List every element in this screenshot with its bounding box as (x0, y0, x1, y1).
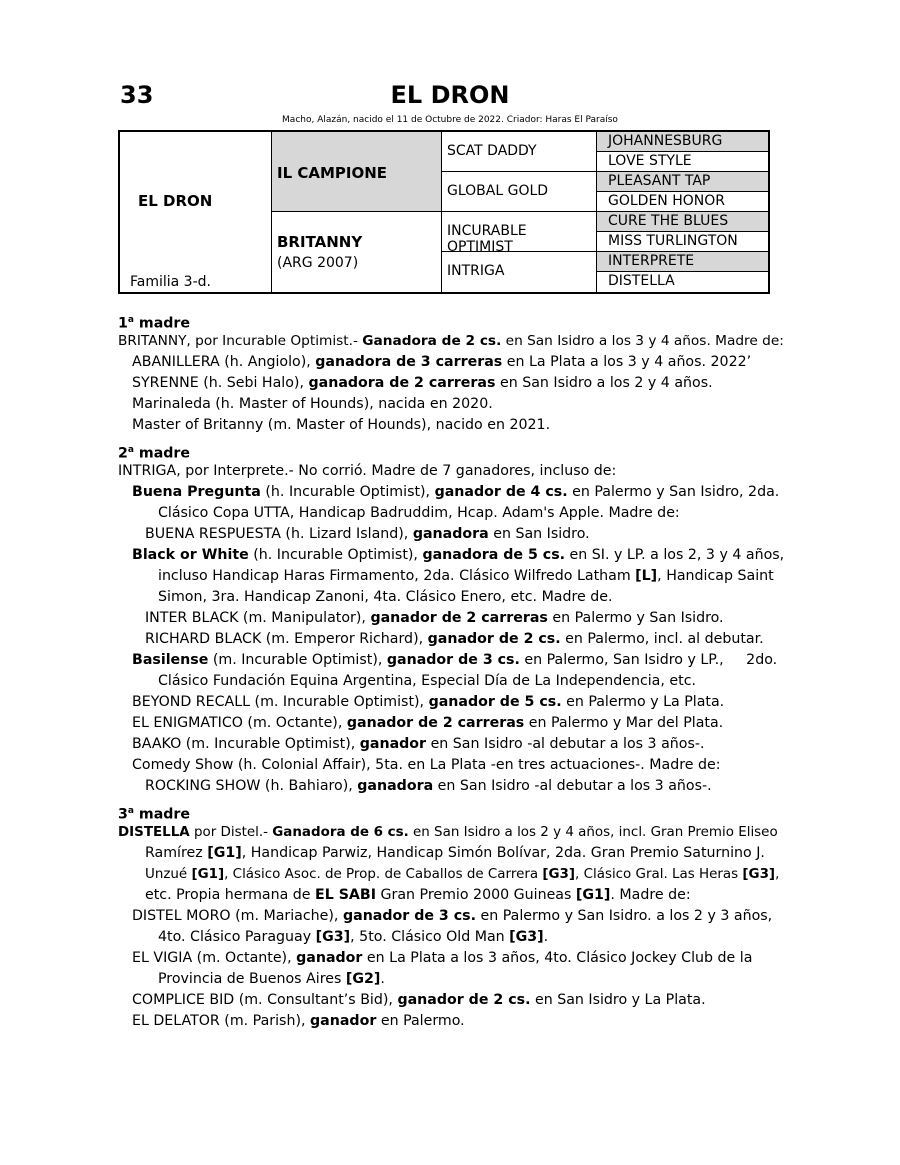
heading-number: 3 (118, 806, 128, 823)
horse-description: Macho, Alazán, nacido el 11 de Octubre de 2022. Criador: Haras El Paraíso (282, 115, 618, 125)
text-run: (h. Incurable Optimist), (248, 547, 423, 563)
text-run-bold: EL SABI (315, 887, 376, 903)
text-run-bold: [G3] (315, 929, 351, 945)
pedigree-gen3-name: INTERPRETE (608, 253, 695, 269)
produce-line (118, 776, 786, 797)
section-heading-second-dam (118, 440, 786, 461)
pedigree-gen3-cell (597, 272, 768, 292)
produce-line: Marinaleda (h. Master of Hounds), nacida en 2020. (132, 396, 493, 412)
section-heading-first-dam (118, 310, 786, 331)
text-run-bold: ganador de 3 cs. (342, 908, 476, 924)
text-run-bold: ganadora (357, 778, 434, 794)
third-dam-intro-continued (118, 864, 786, 885)
text-run: Gran Premio 2000 Guineas (376, 887, 576, 903)
text-run: EL ENIGMATICO (m. Octante), (132, 715, 347, 731)
pedigree-dam-dam-cell (442, 252, 597, 292)
produce-line (118, 608, 786, 629)
produce-line (118, 713, 786, 734)
heading-ordinal: a (127, 315, 134, 325)
text-run: ROCKING SHOW (h. Bahiaro), (145, 778, 358, 794)
produce-line (118, 990, 786, 1011)
produce-line-continued (118, 927, 786, 948)
text-run: en Palermo y La Plata. (561, 694, 725, 710)
produce-line (118, 629, 786, 650)
pedigree-dam-cell (272, 212, 442, 292)
text-run: , Handicap Saint (657, 568, 774, 584)
pedigree-dam: BRITANNY (277, 233, 363, 251)
text-run: , (775, 867, 780, 882)
produce-line (118, 734, 786, 755)
produce-line-continued: Clásico Fundación Equina Argentina, Especial Día de La Independencia, etc. (158, 673, 697, 689)
text-run-bold: ganador (359, 736, 427, 752)
produce-line-continued: Clásico Copa UTTA, Handicap Badruddim, Hcap. Adam's Apple. Madre de: (158, 505, 680, 521)
heading-number: 2 (118, 445, 128, 462)
text-run-bold: ganador de 4 cs. (434, 484, 568, 500)
text-run-bold: ganadora de 3 carreras (315, 354, 503, 370)
text-run-bold: [G2] (345, 971, 381, 987)
text-run: . (543, 929, 549, 945)
produce-line (118, 906, 786, 927)
text-run: Unzué (145, 867, 192, 882)
text-run: , Clásico Asoc. de Prop. de Caballos de Carrera (224, 867, 543, 882)
text-run-bold: ganador de 2 cs. (397, 992, 531, 1008)
text-run: en Palermo. (376, 1013, 465, 1029)
pedigree-gen3-cell (597, 212, 768, 232)
heading-word: madre (138, 315, 191, 332)
text-run: INTER BLACK (m. Manipulator), (145, 610, 371, 626)
produce-line-continued (118, 969, 786, 990)
third-dam-intro (118, 822, 786, 843)
text-run: en San Isidro a los 2 y 4 años. (495, 375, 713, 391)
pedigree-dam-origin: (ARG 2007) (277, 255, 359, 271)
text-run: en La Plata a los 3 años, 4to. Clásico Jockey Club de la (362, 950, 753, 966)
heading-ordinal: a (127, 806, 134, 816)
pedigree-gen3-name: LOVE STYLE (608, 153, 692, 169)
heading-word: madre (138, 806, 191, 823)
text-run: RICHARD BLACK (m. Emperor Richard), (145, 631, 428, 647)
pedigree-gen3-cell (597, 252, 768, 272)
text-run: BRITANNY, por Incurable Optimist.- (118, 333, 363, 349)
text-run: DISTEL MORO (m. Mariache), (132, 908, 343, 924)
text-run: en Palermo y Mar del Plata. (524, 715, 724, 731)
text-run: BAAKO (m. Incurable Optimist), (132, 736, 360, 752)
text-run-bold: Basilense (132, 652, 209, 668)
text-run: incluso Handicap Haras Firmamento, 2da. Clásico Wilfredo Latham (158, 568, 636, 584)
produce-line (118, 948, 786, 969)
produce-line: Master of Britanny (m. Master of Hounds), nacido en 2021. (132, 417, 551, 433)
text-run: en San Isidro a los 3 y 4 años. Madre de: (501, 333, 784, 349)
text-run: ABANILLERA (h. Angiolo), (132, 354, 316, 370)
pedigree-gen3-cell (597, 152, 768, 172)
text-run: BEYOND RECALL (m. Incurable Optimist), (132, 694, 429, 710)
pedigree-sire: IL CAMPIONE (277, 164, 388, 182)
text-run: 4to. Clásico Paraguay (158, 929, 316, 945)
text-run: Provincia de Buenos Aires (158, 971, 346, 987)
produce-line (118, 692, 786, 713)
text-run-bold: DISTELLA (118, 825, 190, 840)
text-run-bold: [G1] (575, 887, 611, 903)
produce-line: Comedy Show (h. Colonial Affair), 5ta. en La Plata -en tres actuaciones-. Madre de: (132, 757, 721, 773)
third-dam-intro-continued (118, 885, 786, 906)
heading-word: madre (138, 445, 191, 462)
text-run-bold: ganador de 3 cs. (386, 652, 520, 668)
pedigree-gen3-cell (597, 192, 768, 212)
text-run: en San Isidro y La Plata. (530, 992, 706, 1008)
text-run: en SI. y LP. a los 2, 3 y 4 años, (565, 547, 785, 563)
text-run: en Palermo y San Isidro, 2da. (567, 484, 780, 500)
text-run-bold: [G1] (191, 867, 225, 882)
horse-name-title: EL DRON (390, 81, 510, 109)
text-run-bold: ganador de 2 carreras (346, 715, 525, 731)
text-run: COMPLICE BID (m. Consultant’s Bid), (132, 992, 398, 1008)
pedigree-gen3-name: MISS TURLINGTON (608, 233, 738, 249)
text-run-bold: Ganadora de 2 cs. (362, 333, 502, 349)
lot-number: 33 (120, 81, 154, 109)
text-run: en San Isidro -al debutar a los 3 años-. (426, 736, 705, 752)
heading-ordinal: a (127, 445, 134, 455)
section-heading-third-dam (118, 801, 786, 822)
pedigree-gen3-name: JOHANNESBURG (608, 133, 723, 149)
text-run: etc. Propia hermana de (145, 887, 316, 903)
text-run-bold: ganador de 5 cs. (428, 694, 562, 710)
text-run-bold: [G3] (542, 867, 576, 882)
produce-line (118, 650, 786, 671)
text-run: Ramírez (145, 845, 208, 861)
text-run-bold: ganadora de 5 cs. (422, 547, 566, 563)
text-run: SYRENNE (h. Sebi Halo), (132, 375, 309, 391)
pedigree-sire-dam: GLOBAL GOLD (447, 183, 549, 199)
pedigree-table (118, 130, 770, 294)
text-run: , 5to. Clásico Old Man (350, 929, 510, 945)
text-run-bold: Buena Pregunta (132, 484, 261, 500)
text-run: en Palermo y San Isidro. a los 2 y 3 años, (475, 908, 773, 924)
text-run-bold: ganador de 2 cs. (427, 631, 561, 647)
produce-record (118, 310, 786, 1032)
text-run: , Handicap Parwiz, Handicap Simón Bolívar, 2da. Gran Premio Saturnino J. (241, 845, 765, 861)
pedigree-sire-sire: SCAT DADDY (447, 143, 537, 159)
text-run-bold: [G3] (742, 867, 776, 882)
produce-line-continued: Simon, 3ra. Handicap Zanoni, 4ta. Clásico Enero, etc. Madre de. (158, 589, 613, 605)
third-dam-intro-continued (118, 843, 786, 864)
second-dam-intro: INTRIGA, por Interprete.- No corrió. Madre de 7 ganadores, incluso de: (118, 463, 617, 479)
heading-number: 1 (118, 315, 128, 332)
produce-line (118, 545, 786, 566)
text-run: BUENA RESPUESTA (h. Lizard Island), (145, 526, 413, 542)
text-run-bold: ganador de 2 carreras (370, 610, 548, 626)
pedigree-gen3-name: CURE THE BLUES (608, 213, 729, 229)
text-run-bold: [G1] (207, 845, 242, 861)
text-run-bold: ganadora de 2 carreras (308, 375, 496, 391)
pedigree-sire-cell (272, 132, 442, 212)
text-run: en San Isidro a los 2 y 4 años, incl. Gran Premio Eliseo (408, 825, 778, 840)
text-run: (h. Incurable Optimist), (260, 484, 435, 500)
pedigree-dam-dam: INTRIGA (447, 263, 505, 279)
text-run: EL DELATOR (m. Parish), (132, 1013, 311, 1029)
text-run: en San Isidro. (488, 526, 590, 542)
text-run: . (380, 971, 385, 987)
text-run: en San Isidro -al debutar a los 3 años-. (433, 778, 712, 794)
first-dam-intro (118, 331, 786, 352)
text-run-bold: Black or White (132, 547, 249, 563)
text-run-bold: ganadora (412, 526, 489, 542)
pedigree-sire-dam-cell (442, 172, 597, 212)
text-run: en La Plata a los 3 y 4 años. 2022’ (502, 354, 752, 370)
text-run: . Madre de: (610, 887, 691, 903)
text-run-bold: [L] (635, 568, 658, 584)
pedigree-gen3-cell (597, 232, 768, 252)
produce-line (118, 524, 786, 545)
produce-line (118, 373, 786, 394)
produce-line (118, 482, 786, 503)
text-run: (m. Incurable Optimist), (208, 652, 387, 668)
text-run: en Palermo, San Isidro y LP., 2do. (519, 652, 778, 668)
text-run: por Distel.- (189, 825, 273, 840)
text-run: en Palermo y San Isidro. (547, 610, 724, 626)
text-run-bold: ganador (296, 950, 363, 966)
pedigree-gen3-cell (597, 132, 768, 152)
pedigree-horse-name: EL DRON (138, 192, 213, 210)
pedigree-gen3-cell (597, 172, 768, 192)
pedigree-sire-sire-cell (442, 132, 597, 172)
text-run-bold: ganador (310, 1013, 377, 1029)
pedigree-gen3-name: PLEASANT TAP (608, 173, 711, 189)
text-run: en Palermo, incl. al debutar. (560, 631, 764, 647)
pedigree-family: Familia 3-d. (130, 274, 211, 290)
text-run: EL VIGIA (m. Octante), (132, 950, 297, 966)
produce-line (118, 352, 786, 373)
text-run-bold: [G3] (509, 929, 544, 945)
pedigree-dam-sire-cell (442, 212, 597, 255)
pedigree-dam-sire: INCURABLE OPTIMIST (447, 223, 527, 255)
pedigree-gen3-name: DISTELLA (608, 273, 675, 289)
pedigree-horse-cell (120, 132, 272, 292)
text-run-bold: Ganadora de 6 cs. (272, 825, 409, 840)
produce-line-continued (118, 566, 786, 587)
text-run: , Clásico Gral. Las Heras (575, 867, 743, 882)
produce-line (118, 1011, 786, 1032)
pedigree-gen3-name: GOLDEN HONOR (608, 193, 725, 209)
